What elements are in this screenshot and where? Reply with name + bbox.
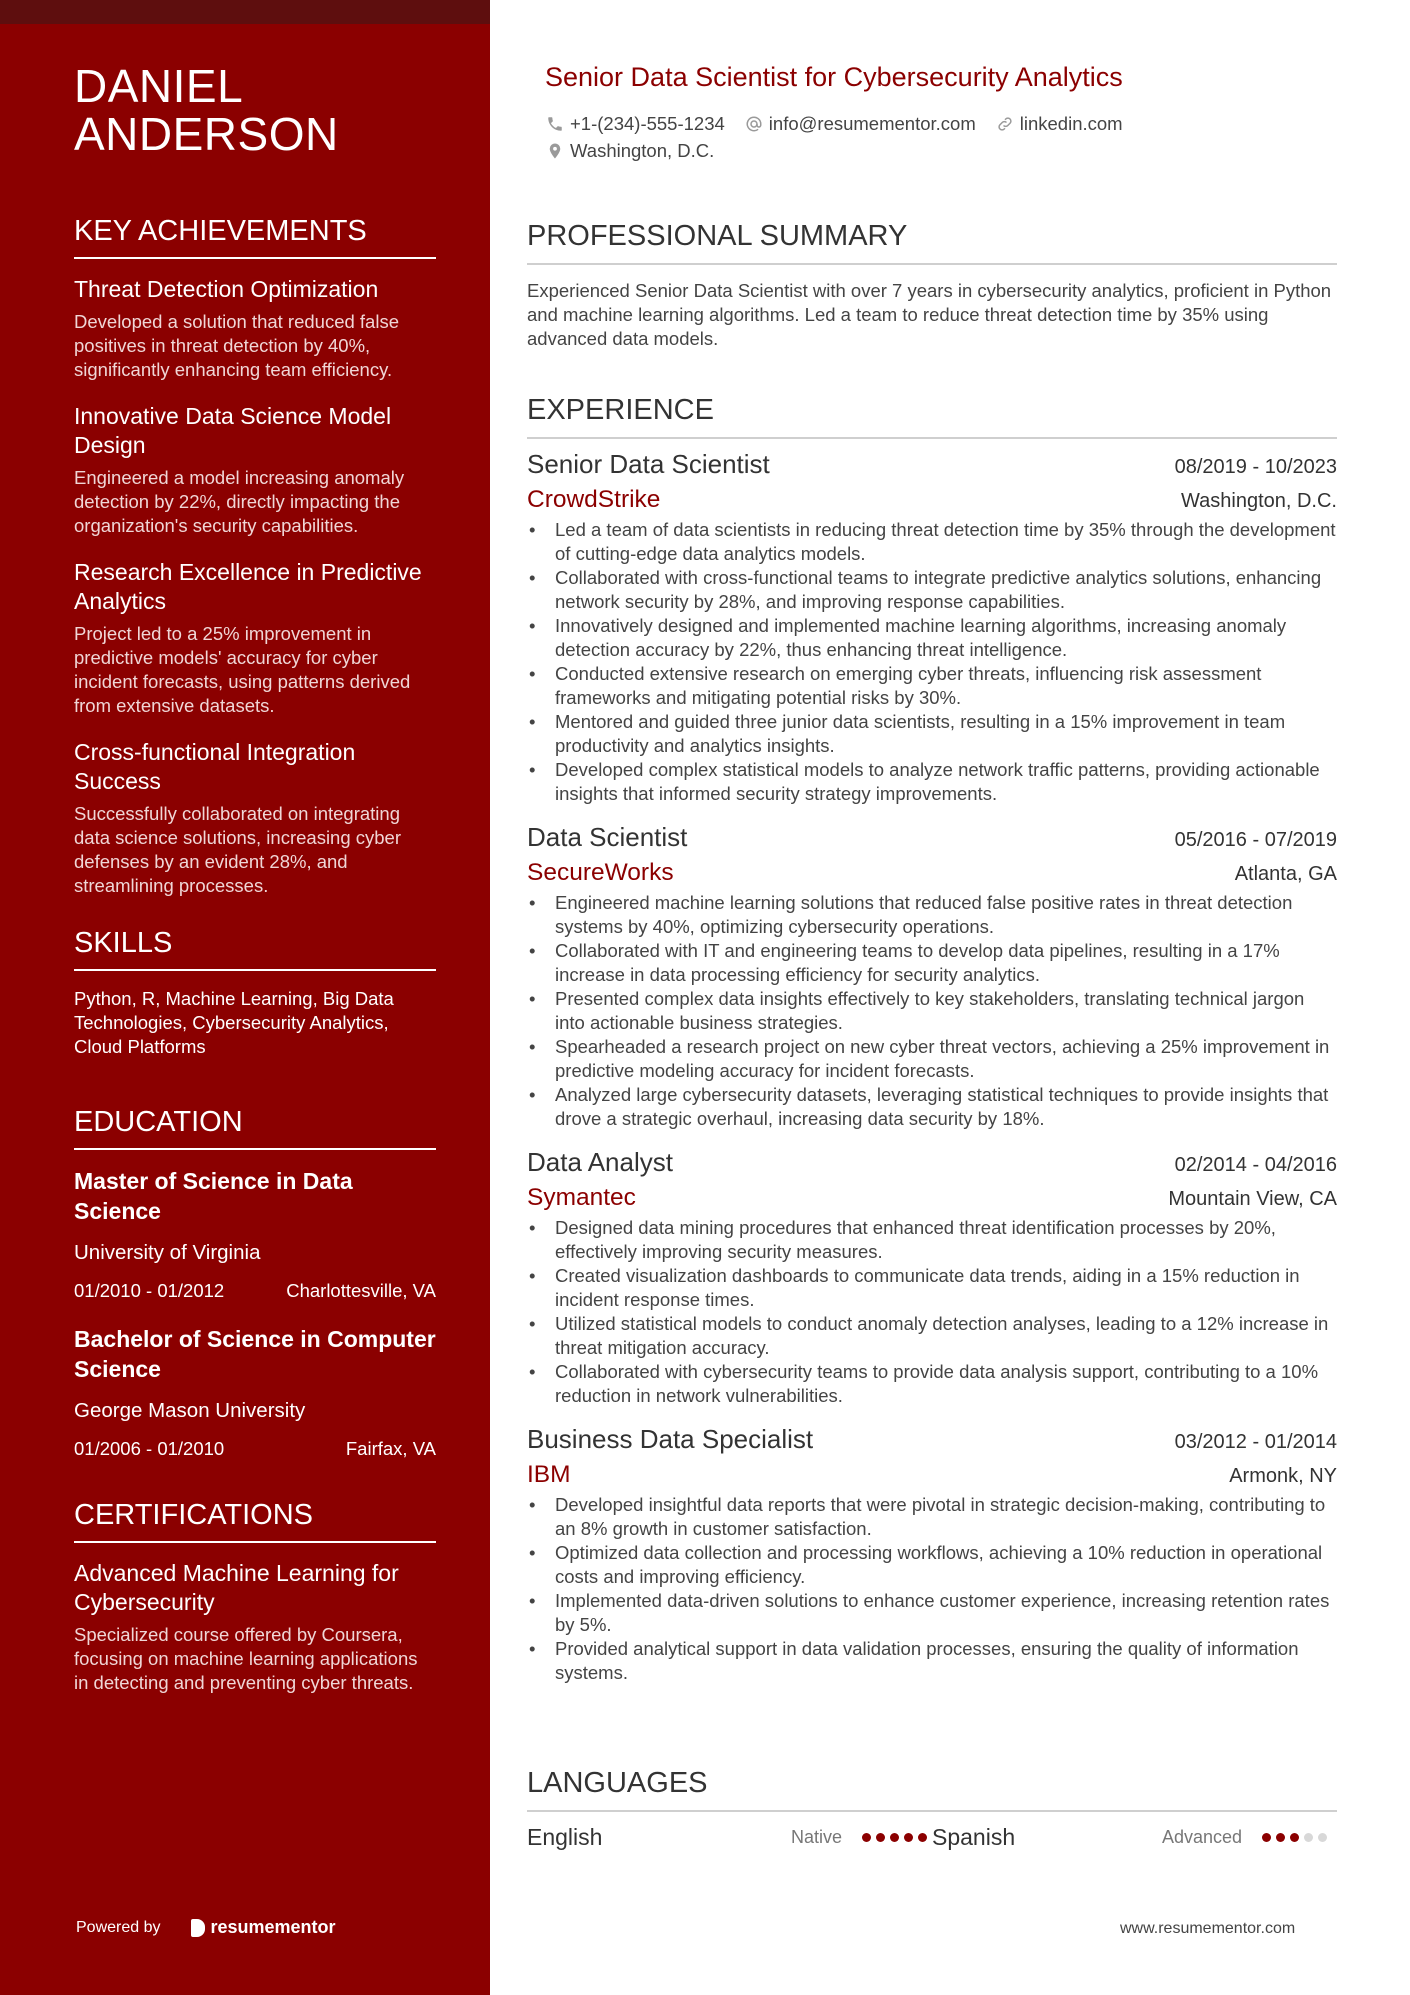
skills-heading: SKILLS xyxy=(74,926,436,971)
job-location: Washington, D.C. xyxy=(1181,490,1337,512)
rating-dot-empty xyxy=(1304,1833,1313,1842)
job-bullet: • Collaborated with IT and engineering teams to develop data pipelines, resulting in a 17% increase in data processing efficiency for security analytics. xyxy=(527,939,1337,987)
job-dates: 05/2016 - 07/2019 xyxy=(1174,829,1337,851)
job-bullets xyxy=(527,518,1337,806)
candidate-name xyxy=(74,62,436,158)
contact-email[interactable] xyxy=(745,113,976,135)
job-bullet: • Analyzed large cybersecurity datasets, leveraging statistical techniques to provide insights that drove a strategic overhaul, increasing data security by 18%. xyxy=(527,1083,1337,1131)
edu-location: Fairfax, VA xyxy=(345,1438,436,1459)
language-level: Native xyxy=(790,1827,842,1847)
achievement-desc: Project led to a 25% improvement in predictive models' accuracy for cyber incident forecasts, using patterns derived from extensive datasets. xyxy=(74,623,411,716)
contact-location xyxy=(546,140,714,162)
summary-section xyxy=(527,219,1337,351)
education-item xyxy=(74,1324,436,1460)
edu-school: George Mason University xyxy=(74,1399,306,1422)
achievement-title: Innovative Data Science Model Design xyxy=(74,403,392,458)
job-bullet: • Led a team of data scientists in reducing threat detection time by 35% through the development of cutting-edge data analytics models. xyxy=(527,518,1337,566)
education-heading: EDUCATION xyxy=(74,1105,436,1150)
job-bullet: • Spearheaded a research project on new cyber threat vectors, achieving a 25% improvement in predictive modeling accuracy for incident forecasts. xyxy=(527,1035,1337,1083)
name-first: DANIEL xyxy=(74,60,244,112)
language-item xyxy=(527,1824,932,1851)
job-bullet: • Mentored and guided three junior data scientists, resulting in a 15% improvement in team productivity and analytics insights. xyxy=(527,710,1337,758)
job-bullet: • Collaborated with cybersecurity teams to provide data analysis support, contributing to a 10% reduction in network vulnerabilities. xyxy=(527,1360,1337,1408)
powered-by-label: Powered by xyxy=(76,1918,161,1936)
rating-dot-filled xyxy=(890,1833,899,1842)
job-bullet: • Created visualization dashboards to communicate data trends, aiding in a 15% reduction in incident response times. xyxy=(527,1264,1337,1312)
job-bullet: • Conducted extensive research on emerging cyber threats, influencing risk assessment frameworks and mitigating potential risks by 30%. xyxy=(527,662,1337,710)
achievements-heading: KEY ACHIEVEMENTS xyxy=(74,214,436,259)
education-item xyxy=(74,1166,436,1302)
experience-heading: EXPERIENCE xyxy=(527,393,1337,439)
achievement-desc: Successfully collaborated on integrating data science solutions, increasing cyber defenses by an evident 28%, and streamlining processes. xyxy=(74,803,402,896)
rating-dot-filled xyxy=(1290,1833,1299,1842)
achievement-title: Threat Detection Optimization xyxy=(74,276,379,302)
job-role: Business Data Specialist xyxy=(527,1424,814,1454)
job-dates: 08/2019 - 10/2023 xyxy=(1174,456,1337,478)
job-bullet: • Designed data mining procedures that enhanced threat identification processes by 20%, effectively improving security measures. xyxy=(527,1216,1337,1264)
link-icon xyxy=(996,115,1014,133)
at-sign-icon xyxy=(745,115,763,133)
job-entry xyxy=(527,822,1337,1131)
achievement-title: Research Excellence in Predictive Analytics xyxy=(74,559,422,614)
location-text: Washington, D.C. xyxy=(570,139,715,161)
email-text: info@resumementor.com xyxy=(768,112,976,134)
job-bullet: • Engineered machine learning solutions that reduced false positive rates in threat detection systems by 40%, optimizing cybersecurity operations. xyxy=(527,891,1337,939)
job-company: IBM xyxy=(527,1461,571,1488)
cert-desc: Specialized course offered by Coursera, focusing on machine learning applications in detecting and preventing cyber threats. xyxy=(74,1624,418,1693)
edu-dates: 01/2006 - 01/2010 xyxy=(74,1438,225,1459)
job-bullet: • Presented complex data insights effectively to key stakeholders, translating technical jargon into actionable business strategies. xyxy=(527,987,1337,1035)
edu-degree: Bachelor of Science in Computer Science xyxy=(74,1326,436,1382)
job-bullets xyxy=(527,891,1337,1131)
language-level: Advanced xyxy=(1161,1827,1242,1847)
job-company: SecureWorks xyxy=(527,859,674,886)
achievement-item xyxy=(74,275,436,382)
sidebar xyxy=(0,0,490,1995)
job-entry xyxy=(527,1147,1337,1408)
summary-heading: PROFESSIONAL SUMMARY xyxy=(527,219,1337,265)
edu-school: University of Virginia xyxy=(74,1241,261,1264)
achievement-item xyxy=(74,738,436,898)
edu-location: Charlottesville, VA xyxy=(286,1280,436,1301)
job-bullet: • Provided analytical support in data validation processes, ensuring the quality of information systems. xyxy=(527,1637,1337,1685)
job-bullet: • Developed insightful data reports that were pivotal in strategic decision-making, contributing to an 8% growth in customer satisfaction. xyxy=(527,1493,1337,1541)
target-job-title: Senior Data Scientist for Cybersecurity Analytics xyxy=(545,62,1123,92)
achievement-title: Cross-functional Integration Success xyxy=(74,739,356,794)
job-location: Atlanta, GA xyxy=(1234,863,1337,885)
achievement-item xyxy=(74,402,436,538)
sidebar-top-bar xyxy=(0,0,490,24)
job-bullet: • Utilized statistical models to conduct anomaly detection analyses, leading to a 12% increase in threat mitigation accuracy. xyxy=(527,1312,1337,1360)
achievement-desc: Developed a solution that reduced false positives in threat detection by 40%, significantly enhancing team efficiency. xyxy=(74,311,399,380)
job-company: CrowdStrike xyxy=(527,486,661,513)
certifications-heading: CERTIFICATIONS xyxy=(74,1498,436,1543)
job-dates: 02/2014 - 04/2016 xyxy=(1174,1154,1337,1176)
summary-text: Experienced Senior Data Scientist with over 7 years in cybersecurity analytics, proficient in Python and machine learning algorithms. Led a team to reduce threat detection time by 35% using advanced data models. xyxy=(527,280,1332,349)
edu-degree: Master of Science in Data Science xyxy=(74,1168,353,1224)
job-location: Mountain View, CA xyxy=(1168,1188,1337,1210)
job-dates: 03/2012 - 01/2014 xyxy=(1174,1431,1337,1453)
job-company: Symantec xyxy=(527,1184,636,1211)
job-bullet: • Implemented data-driven solutions to enhance customer experience, increasing retention rates by 5%. xyxy=(527,1589,1337,1637)
language-name: Spanish xyxy=(932,1824,1016,1850)
job-entry xyxy=(527,449,1337,806)
job-role: Data Scientist xyxy=(527,822,688,852)
job-bullet: • Innovatively designed and implemented machine learning algorithms, increasing anomaly detection accuracy by 22%, thus enhancing threat intelligence. xyxy=(527,614,1337,662)
job-bullet: • Optimized data collection and processing workflows, achieving a 10% reduction in operational costs and improving efficiency. xyxy=(527,1541,1337,1589)
rating-dot-filled xyxy=(862,1833,871,1842)
language-item xyxy=(932,1824,1337,1851)
contact-linkedin[interactable] xyxy=(996,113,1123,135)
achievement-item xyxy=(74,558,436,718)
certifications-section xyxy=(74,1498,436,1695)
name-last: ANDERSON xyxy=(74,108,339,160)
rating-dot-filled xyxy=(904,1833,913,1842)
rating-dot-empty xyxy=(1318,1833,1327,1842)
job-bullets xyxy=(527,1216,1337,1408)
footer-url[interactable]: www.resumementor.com xyxy=(1120,1920,1296,1937)
language-rating xyxy=(1262,1833,1332,1842)
job-bullets xyxy=(527,1493,1337,1685)
language-name: English xyxy=(527,1824,603,1850)
rating-dot-filled xyxy=(918,1833,927,1842)
cert-title: Advanced Machine Learning for Cybersecurity xyxy=(74,1560,399,1615)
skills-text: Python, R, Machine Learning, Big Data Technologies, Cybersecurity Analytics, Cloud Platforms xyxy=(74,988,394,1057)
brand-mark-icon xyxy=(191,1919,205,1937)
job-bullet: • Collaborated with cross-functional teams to integrate predictive analytics solutions, enhancing network security by 28%, and improving response capabilities. xyxy=(527,566,1337,614)
edu-dates: 01/2010 - 01/2012 xyxy=(74,1280,225,1301)
language-rating xyxy=(862,1833,932,1842)
contact-phone[interactable] xyxy=(546,113,725,135)
rating-dot-filled xyxy=(1276,1833,1285,1842)
achievements-section xyxy=(74,214,436,898)
contact-info xyxy=(546,110,1246,164)
phone-text: +1-(234)-555-1234 xyxy=(570,112,725,134)
phone-icon xyxy=(546,115,564,133)
powered-by xyxy=(76,1917,336,1938)
job-location: Armonk, NY xyxy=(1229,1465,1337,1487)
languages-section xyxy=(527,1766,1337,1851)
skills-section xyxy=(74,926,436,1059)
location-pin-icon xyxy=(546,142,564,160)
rating-dot-filled xyxy=(876,1833,885,1842)
brand-name: resumementor xyxy=(210,1917,336,1937)
languages-heading: LANGUAGES xyxy=(527,1766,1337,1812)
job-role: Data Analyst xyxy=(527,1147,673,1177)
rating-dot-filled xyxy=(1262,1833,1271,1842)
job-bullet: • Developed complex statistical models to analyze network traffic patterns, providing actionable insights that informed security strategy improvements. xyxy=(527,758,1337,806)
experience-section xyxy=(527,393,1337,1685)
job-entry xyxy=(527,1424,1337,1685)
linkedin-text: linkedin.com xyxy=(1019,112,1123,134)
education-section xyxy=(74,1105,436,1460)
job-role: Senior Data Scientist xyxy=(527,449,770,479)
brand-logo[interactable] xyxy=(191,1917,336,1938)
achievement-desc: Engineered a model increasing anomaly detection by 22%, directly impacting the organization's security capabilities. xyxy=(74,467,405,536)
